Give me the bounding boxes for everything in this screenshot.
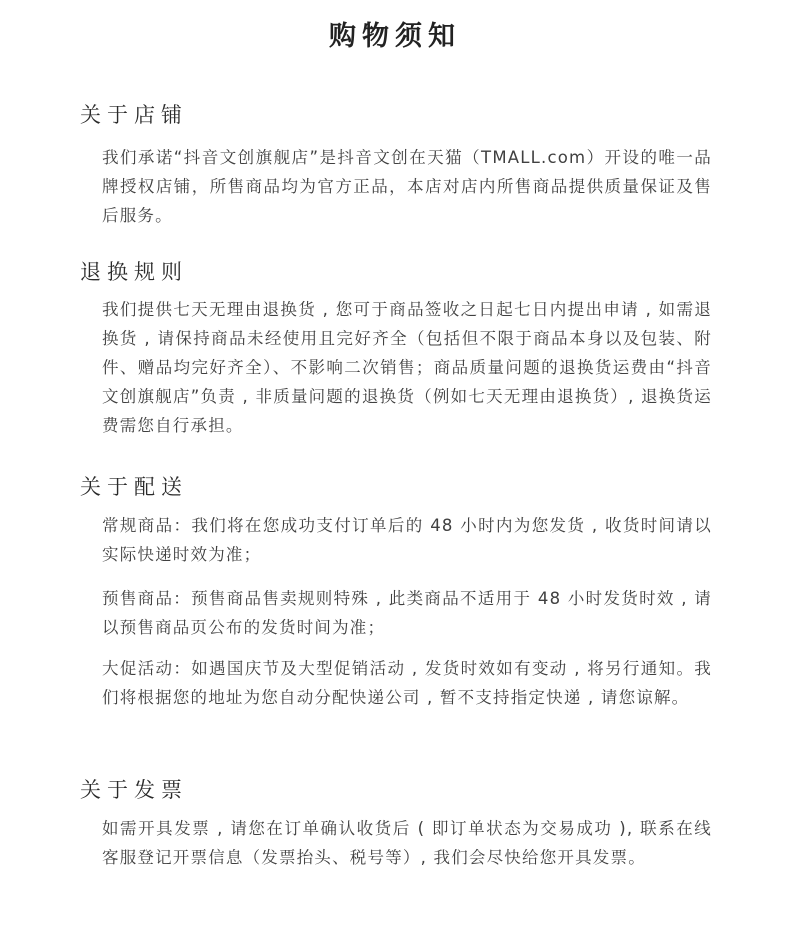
section-heading-invoice: 关于发票 bbox=[80, 778, 188, 802]
delivery-presale-paragraph: 预售商品：预售商品售卖规则特殊 , 此类商品不适用于 48 小时发货时效 , 请以预售商品页公布的发货时间为准； bbox=[102, 589, 712, 637]
delivery-regular-paragraph: 常规商品：我们将在您成功支付订单后的 48 小时内为您发货 , 收货时间请以实际快递时效为准； bbox=[102, 516, 712, 564]
store-paragraph: 我们承诺“抖音文创旗舰店”是抖音文创在天猫（TMALL.com）开设的唯一品牌授权店铺，所售商品均为官方正品，本店对店内所售商品提供质量保证及售后服务。 bbox=[102, 148, 712, 225]
section-heading-delivery: 关于配送 bbox=[80, 475, 188, 499]
section-heading-returns: 退换规则 bbox=[80, 260, 188, 284]
returns-paragraph: 我们提供七天无理由退换货 , 您可于商品签收之日起七日内提出申请 , 如需退换货 , 请保持商品未经使用且完好齐全（包括但不限于商品本身以及包装、附件、赠品均完好齐全）、不影响二次销售；商品质量问题的退换货运费由“抖音文创旗舰店”负责 , 非质量问题的退换货（例如七天无理由退换货）, 退换货运费需您自行承担。 bbox=[102, 300, 712, 435]
delivery-promotion-paragraph: 大促活动：如遇国庆节及大型促销活动 , 发货时效如有变动 , 将另行通知。我们将根据您的地址为您自动分配快递公司 , 暂不支持指定快递 , 请您谅解。 bbox=[102, 659, 712, 707]
section-heading-store: 关于店铺 bbox=[80, 103, 188, 127]
page-title: 购物须知 bbox=[329, 21, 461, 52]
invoice-paragraph: 如需开具发票 , 请您在订单确认收货后 ( 即订单状态为交易成功 ), 联系在线客服登记开票信息（发票抬头、税号等）, 我们会尽快给您开具发票。 bbox=[102, 819, 712, 867]
